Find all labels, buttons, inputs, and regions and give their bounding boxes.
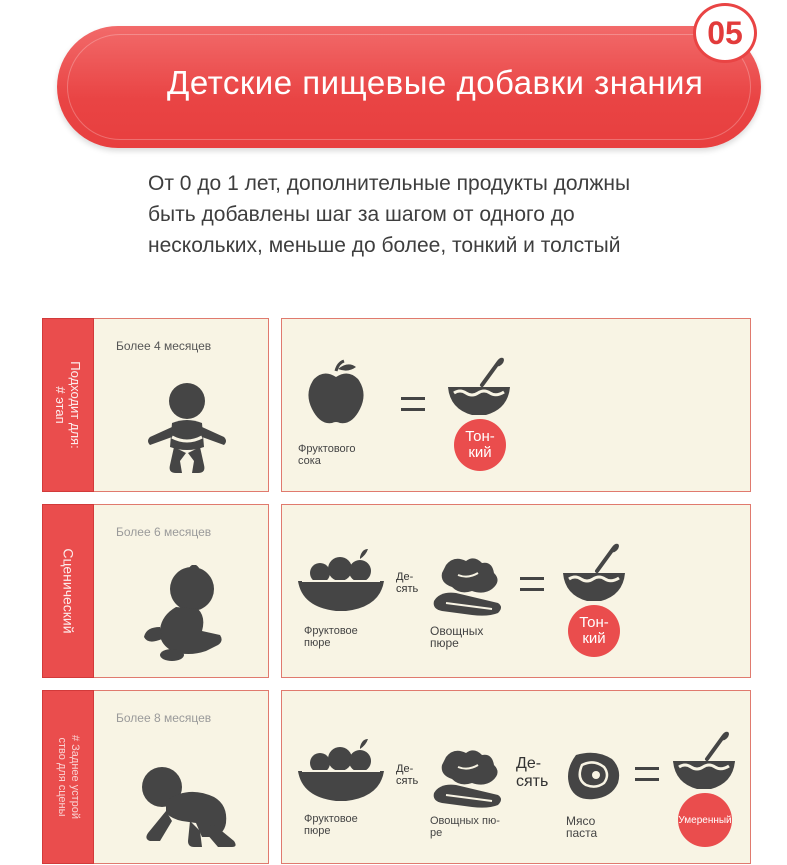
food-panel <box>281 690 751 864</box>
bowl-spoon-icon <box>671 731 737 795</box>
food-caption: Фруктовое пюре <box>304 813 358 837</box>
crawling-baby-icon <box>132 761 242 861</box>
food-caption: Мясо паста <box>566 814 598 840</box>
age-panel <box>94 318 269 492</box>
age-label: Более 6 месяцев <box>116 525 212 539</box>
sitting-baby-icon <box>132 565 242 665</box>
stage-label: # Заднее устрой ство для сцены <box>56 734 81 820</box>
plus-joiner: Де- сять <box>396 571 419 595</box>
food-caption: Овощных пюре <box>430 624 484 650</box>
section-number-badge: 05 <box>693 3 757 63</box>
fruit-bowl-icon <box>296 547 386 615</box>
consistency-badge: Тон- кий <box>454 419 506 471</box>
age-label: Более 4 месяцев <box>116 339 212 353</box>
stage-label-box <box>42 690 94 864</box>
intro-line: нескольких, меньше до более, тонкий и толстый <box>148 234 621 257</box>
food-caption: Овощных пю- ре <box>430 815 500 839</box>
equals-icon <box>401 397 425 413</box>
stage-label-box <box>42 504 94 678</box>
age-label: Более 8 месяцев <box>116 711 212 725</box>
stage-label-box <box>42 318 94 492</box>
intro-text <box>148 168 708 261</box>
vegetable-icon <box>432 555 506 619</box>
stage-row-1 <box>42 318 751 492</box>
food-caption: Фруктовое пюре <box>304 625 358 649</box>
food-panel <box>281 318 751 492</box>
bowl-spoon-icon <box>561 543 627 607</box>
intro-line: От 0 до 1 лет, дополнительные продукты должны <box>148 172 631 195</box>
stage-label: Сценический <box>60 548 77 634</box>
intro-line: быть добавлены шаг за шагом от одного до <box>148 203 575 226</box>
age-panel <box>94 690 269 864</box>
food-caption: Фруктового сока <box>298 443 356 467</box>
header-banner <box>57 26 761 148</box>
equals-icon <box>635 767 659 783</box>
stage-row-3 <box>42 690 751 864</box>
consistency-badge: Умеренный <box>678 793 732 847</box>
age-panel <box>94 504 269 678</box>
stage-row-2 <box>42 504 751 678</box>
page-title: Детские пищевые добавки знания <box>167 64 704 101</box>
infant-icon <box>132 381 242 481</box>
consistency-badge: Тон- кий <box>568 605 620 657</box>
vegetable-icon <box>432 747 506 811</box>
food-panel <box>281 504 751 678</box>
apple-icon <box>304 359 368 429</box>
fruit-bowl-icon <box>296 737 386 805</box>
stage-label: Подходит для: # этап <box>53 361 83 449</box>
bowl-spoon-icon <box>446 357 512 421</box>
plus-joiner: Де- сять <box>396 763 419 787</box>
meat-icon <box>566 751 622 803</box>
plus-joiner: Де- сять <box>516 755 549 790</box>
equals-icon <box>520 577 544 593</box>
